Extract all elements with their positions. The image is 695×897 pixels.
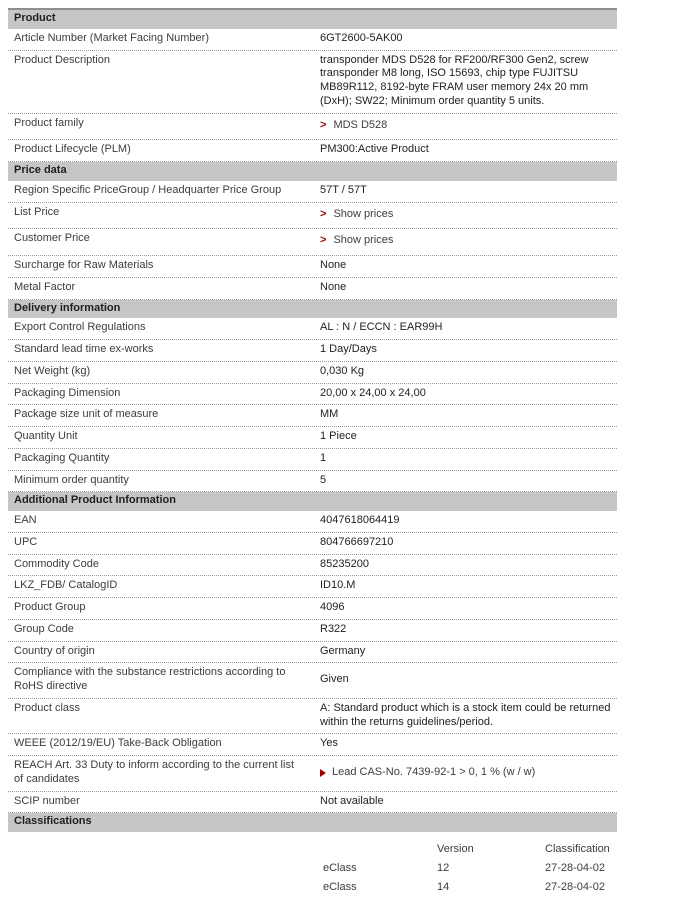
section-header-product: Product xyxy=(8,10,617,29)
classification-code: 27-28-04-02 xyxy=(545,860,617,879)
row-value: PM300:Active Product xyxy=(312,140,617,161)
table-row-quantity-unit xyxy=(8,427,617,449)
classifications-column-header xyxy=(323,841,437,860)
product-info-table xyxy=(8,8,617,832)
table-row-customer-price xyxy=(8,229,617,256)
row-label: Surcharge for Raw Materials xyxy=(8,256,312,277)
row-label: Standard lead time ex-works xyxy=(8,340,312,361)
row-value: 6GT2600-5AK00 xyxy=(312,29,617,50)
table-row-product-group xyxy=(8,598,617,620)
row-label: Compliance with the substance restrictions according to RoHS directive xyxy=(8,663,312,698)
row-value xyxy=(312,229,617,255)
classifications-column-header: Version xyxy=(437,841,545,860)
table-row-region-specific-pricegroup-headquarter-p xyxy=(8,181,617,203)
classifications-table xyxy=(323,841,617,897)
row-value: 4096 xyxy=(312,598,617,619)
section-header-price-data: Price data xyxy=(8,162,617,181)
row-value: Germany xyxy=(312,642,617,663)
row-label: Product class xyxy=(8,699,312,720)
row-value: 804766697210 xyxy=(312,533,617,554)
chevron-right-icon: > xyxy=(320,234,326,248)
row-label: Metal Factor xyxy=(8,278,312,299)
row-value: 20,00 x 24,00 x 24,00 xyxy=(312,384,617,405)
classification-version: 12 xyxy=(437,860,545,879)
row-value: transponder MDS D528 for RF200/RF300 Gen2, screw transponder M8 long, ISO 15693, chip type FUJITSU MB89R112, 8192-byte FRAM user memory 24x 20 mm (DxH); SW22; Minimum order quantity 5 units. xyxy=(312,51,617,113)
table-row-reach-art-33-duty-to-inform-according-to xyxy=(8,756,617,792)
row-label: Export Control Regulations xyxy=(8,318,312,339)
row-value: Yes xyxy=(312,734,617,755)
classification-system: eClass xyxy=(323,879,437,897)
row-value: 1 Piece xyxy=(312,427,617,448)
row-value: 4047618064419 xyxy=(312,511,617,532)
table-row-net-weight-kg xyxy=(8,362,617,384)
row-label: Packaging Dimension xyxy=(8,384,312,405)
row-label: Product Lifecycle (PLM) xyxy=(8,140,312,161)
table-row-upc xyxy=(8,533,617,555)
row-label: EAN xyxy=(8,511,312,532)
chevron-right-icon: > xyxy=(320,208,326,222)
link-label: Show prices xyxy=(333,234,393,248)
row-value xyxy=(312,114,617,140)
table-row-list-price xyxy=(8,203,617,230)
link-show-prices[interactable] xyxy=(320,208,393,222)
row-label: Group Code xyxy=(8,620,312,641)
classifications-column-header: Classification xyxy=(545,841,617,860)
table-row-product-class xyxy=(8,699,617,735)
table-row-commodity-code xyxy=(8,555,617,577)
row-value: Given xyxy=(312,670,617,691)
row-value: 5 xyxy=(312,471,617,492)
row-label: Region Specific PriceGroup / Headquarter Price Group xyxy=(8,181,312,202)
table-row-lkz-fdb-catalogid xyxy=(8,576,617,598)
row-label: REACH Art. 33 Duty to inform according to the current list of candidates xyxy=(8,756,312,791)
row-value: 1 xyxy=(312,449,617,470)
table-row-package-size-unit-of-measure xyxy=(8,405,617,427)
row-value xyxy=(312,203,617,229)
row-label: UPC xyxy=(8,533,312,554)
row-value: 57T / 57T xyxy=(312,181,617,202)
row-value: None xyxy=(312,256,617,277)
row-value: 1 Day/Days xyxy=(312,340,617,361)
section-header-classifications: Classifications xyxy=(8,813,617,832)
row-label: LKZ_FDB/ CatalogID xyxy=(8,576,312,597)
classification-code: 27-28-04-02 xyxy=(545,879,617,897)
classification-row xyxy=(323,860,617,879)
table-row-packaging-dimension xyxy=(8,384,617,406)
table-row-article-number-market-facing-number xyxy=(8,29,617,51)
classification-system: eClass xyxy=(323,860,437,879)
classifications-header-row xyxy=(323,841,617,860)
row-label: Customer Price xyxy=(8,229,312,250)
row-label: List Price xyxy=(8,203,312,224)
row-label: Country of origin xyxy=(8,642,312,663)
row-label: SCIP number xyxy=(8,792,312,813)
row-value: ID10.M xyxy=(312,576,617,597)
link-label: Show prices xyxy=(333,208,393,222)
link-label: MDS D528 xyxy=(333,119,387,133)
table-row-product-family xyxy=(8,114,617,141)
row-value xyxy=(312,763,617,784)
row-value: A: Standard product which is a stock item could be returned within the returns guidelines/period. xyxy=(312,699,617,734)
table-row-country-of-origin xyxy=(8,642,617,664)
row-value: AL : N / ECCN : EAR99H xyxy=(312,318,617,339)
row-label: Packaging Quantity xyxy=(8,449,312,470)
row-label: Minimum order quantity xyxy=(8,471,312,492)
link-mds-d528[interactable] xyxy=(320,119,387,133)
row-label: Article Number (Market Facing Number) xyxy=(8,29,312,50)
table-row-scip-number xyxy=(8,792,617,814)
table-row-minimum-order-quantity xyxy=(8,471,617,493)
table-row-packaging-quantity xyxy=(8,449,617,471)
row-label: Product family xyxy=(8,114,312,135)
table-row-ean xyxy=(8,511,617,533)
table-row-product-lifecycle-plm xyxy=(8,140,617,162)
row-label: Net Weight (kg) xyxy=(8,362,312,383)
table-row-export-control-regulations xyxy=(8,318,617,340)
row-value: None xyxy=(312,278,617,299)
table-row-surcharge-for-raw-materials xyxy=(8,256,617,278)
section-header-additional-product-information: Additional Product Information xyxy=(8,492,617,511)
row-label: Package size unit of measure xyxy=(8,405,312,426)
link-lead-cas-no-7439-92-1-0-1-w-w[interactable] xyxy=(320,766,535,780)
row-label: Quantity Unit xyxy=(8,427,312,448)
table-row-product-description xyxy=(8,51,617,114)
table-row-standard-lead-time-ex-works xyxy=(8,340,617,362)
row-value: Not available xyxy=(312,792,617,813)
classification-row xyxy=(323,879,617,897)
row-value: MM xyxy=(312,405,617,426)
row-value: 0,030 Kg xyxy=(312,362,617,383)
arrow-right-icon xyxy=(320,769,326,777)
table-row-metal-factor xyxy=(8,278,617,300)
chevron-right-icon: > xyxy=(320,119,326,133)
row-label: WEEE (2012/19/EU) Take-Back Obligation xyxy=(8,734,312,755)
row-label: Product Group xyxy=(8,598,312,619)
table-row-weee-2012-19-eu-take-back-obligation xyxy=(8,734,617,756)
row-label: Commodity Code xyxy=(8,555,312,576)
table-row-group-code xyxy=(8,620,617,642)
link-show-prices[interactable] xyxy=(320,234,393,248)
row-value: 85235200 xyxy=(312,555,617,576)
table-row-compliance-with-the-substance-restrictio xyxy=(8,663,617,699)
row-label: Product Description xyxy=(8,51,312,72)
link-label: Lead CAS-No. 7439-92-1 > 0, 1 % (w / w) xyxy=(332,766,535,780)
section-header-delivery-information: Delivery information xyxy=(8,300,617,319)
row-value: R322 xyxy=(312,620,617,641)
classification-version: 14 xyxy=(437,879,545,897)
